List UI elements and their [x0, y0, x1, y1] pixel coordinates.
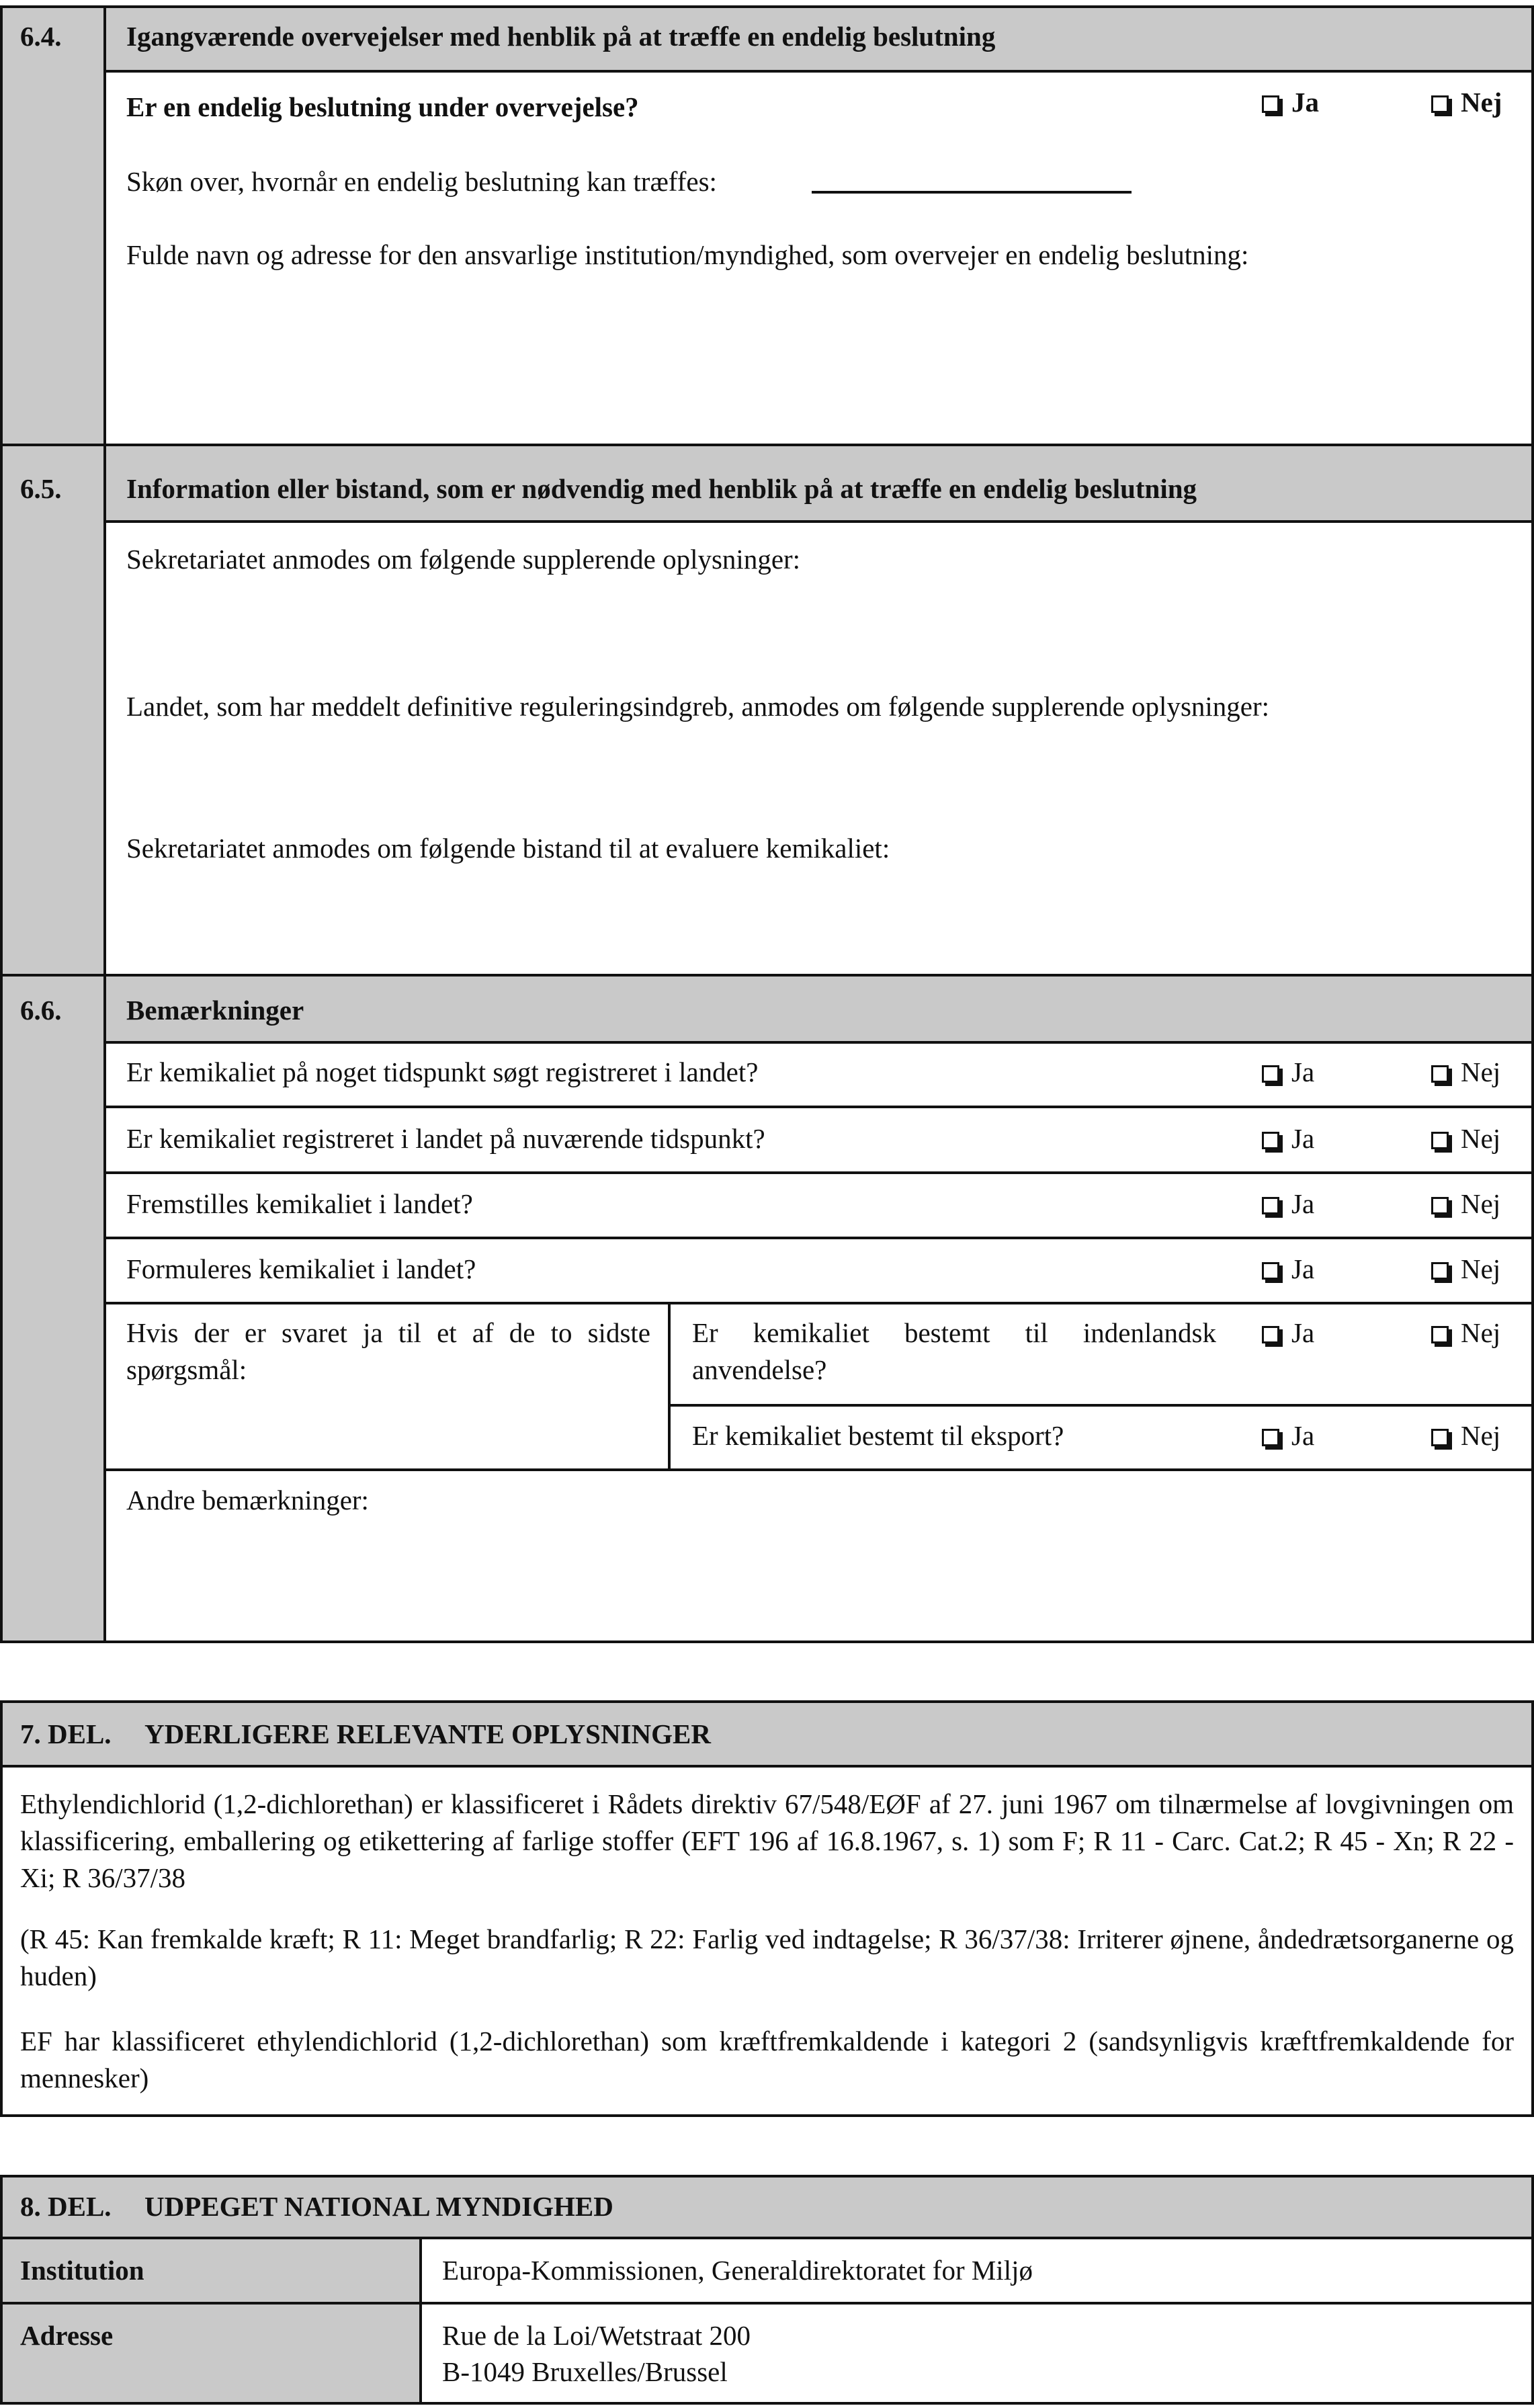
checkbox-icon[interactable] [1262, 1132, 1279, 1149]
left-number-column [3, 8, 103, 1641]
section-title-7: YDERLIGERE RELEVANTE OPLYSNINGER [144, 1718, 712, 1749]
section-number-6-6: 6.6. [20, 995, 62, 1026]
section-title-6-5: Information eller bistand, som er nødvendig med henblik på at træffe en endelig beslutning [126, 473, 1197, 504]
option-nej[interactable]: Nej [1431, 84, 1502, 121]
q5-option-ja[interactable]: Ja [1262, 1315, 1314, 1352]
option-ja[interactable]: Ja [1262, 84, 1319, 121]
q5-option-nej[interactable]: Nej [1431, 1315, 1500, 1352]
section-number-6-4: 6.4. [20, 21, 62, 52]
checkbox-icon[interactable] [1431, 1065, 1449, 1083]
address-line-1: Rue de la Loi/Wetstraat 200 [442, 2320, 751, 2351]
decision-question: Er en endelig beslutning under overvejelse? [126, 91, 639, 122]
other-remarks-label: Andre bemærkninger: [126, 1485, 369, 1516]
checkbox-icon[interactable] [1431, 1429, 1449, 1446]
checkbox-icon[interactable] [1262, 1429, 1279, 1446]
section-7-paragraph-3: EF har klassificeret ethylendichlorid (1,2-dichlorethan) som kræftfremkaldende i kategori 2 (sandsynligvis kræftfremkaldende for mennesker) [20, 2026, 1514, 2093]
info-line-3: Sekretariatet anmodes om følgende bistand til at evaluere kemikaliet: [126, 833, 890, 864]
q3-option-ja[interactable]: Ja [1262, 1186, 1314, 1222]
estimate-blank-line[interactable] [812, 191, 1132, 194]
estimate-label: Skøn over, hvornår en endelig beslutning kan træffes: [126, 166, 717, 197]
question-2: Er kemikaliet registreret i landet på nuværende tidspunkt? [126, 1123, 765, 1154]
q6-option-ja[interactable]: Ja [1262, 1417, 1314, 1454]
question-5: Er kemikaliet bestemt til indenlandsk anvendelse? [692, 1317, 1216, 1385]
checkbox-icon[interactable] [1262, 1262, 1279, 1280]
checkbox-icon[interactable] [1431, 1262, 1449, 1280]
institution-value: Europa-Kommissionen, Generaldirektoratet for Miljø [442, 2255, 1033, 2286]
section-title-8: UDPEGET NATIONAL MYNDIGHED [144, 2191, 613, 2222]
authority-label: Fulde navn og adresse for den ansvarlige institution/myndighed, som overvejer en endelig beslutning: [126, 239, 1249, 270]
q3-option-nej[interactable]: Nej [1431, 1186, 1500, 1222]
checkbox-icon[interactable] [1431, 1197, 1449, 1214]
q2-option-ja[interactable]: Ja [1262, 1120, 1314, 1157]
info-line-1: Sekretariatet anmodes om følgende supplerende oplysninger: [126, 544, 801, 575]
conditional-question: Hvis der er svaret ja til et af de to sidste spørgsmål: [126, 1317, 650, 1385]
section-title-6-4: Igangværende overvejelser med henblik på at træffe en endelig beslutning [126, 21, 996, 52]
q2-option-nej[interactable]: Nej [1431, 1120, 1500, 1157]
question-4: Formuleres kemikaliet i landet? [126, 1253, 476, 1284]
address-line-2: B-1049 Bruxelles/Brussel [442, 2356, 728, 2387]
checkbox-icon[interactable] [1262, 95, 1279, 113]
q1-option-ja[interactable]: Ja [1262, 1054, 1314, 1091]
checkbox-icon[interactable] [1431, 1326, 1449, 1343]
institution-label: Institution [20, 2255, 144, 2286]
q4-option-ja[interactable]: Ja [1262, 1251, 1314, 1288]
header-6-6 [106, 977, 1531, 1041]
checkbox-icon[interactable] [1431, 95, 1449, 113]
q1-option-nej[interactable]: Nej [1431, 1054, 1500, 1091]
checkbox-icon[interactable] [1262, 1197, 1279, 1214]
question-3: Fremstilles kemikaliet i landet? [126, 1188, 473, 1219]
section-title-6-6: Bemærkninger [126, 995, 304, 1026]
section-number-8: 8. DEL. [20, 2191, 112, 2222]
question-6: Er kemikaliet bestemt til eksport? [692, 1420, 1064, 1451]
q6-option-nej[interactable]: Nej [1431, 1417, 1500, 1454]
section-number-6-5: 6.5. [20, 473, 62, 504]
checkbox-icon[interactable] [1262, 1326, 1279, 1343]
section-7-paragraph-1: Ethylendichlorid (1,2-dichlorethan) er klassificeret i Rådets direktiv 67/548/EØF af 27. juni 1967 om tilnærmelse af lovgivningen om klassificering, emballering og etikettering af farlige stoffer (EFT 196 af 16.8.1967, s. 1) som F; R 11 - Carc. Cat.2; R 45 - Xn; R 22 - Xi; R 36/37/38 [20, 1788, 1514, 1893]
question-1: Er kemikaliet på noget tidspunkt søgt registreret i landet? [126, 1056, 759, 1087]
checkbox-icon[interactable] [1431, 1132, 1449, 1149]
q4-option-nej[interactable]: Nej [1431, 1251, 1500, 1288]
address-label: Adresse [20, 2320, 114, 2351]
section-7-paragraph-2: (R 45: Kan fremkalde kræft; R 11: Meget brandfarlig; R 22: Farlig ved indtagelse; R 36/37/38: Irriterer øjnene, åndedrætsorganerne og huden) [20, 1923, 1514, 1991]
checkbox-icon[interactable] [1262, 1065, 1279, 1083]
info-line-2: Landet, som har meddelt definitive reguleringsindgreb, anmodes om følgende supplerende oplysninger: [126, 691, 1270, 722]
section-number-7: 7. DEL. [20, 1718, 112, 1749]
